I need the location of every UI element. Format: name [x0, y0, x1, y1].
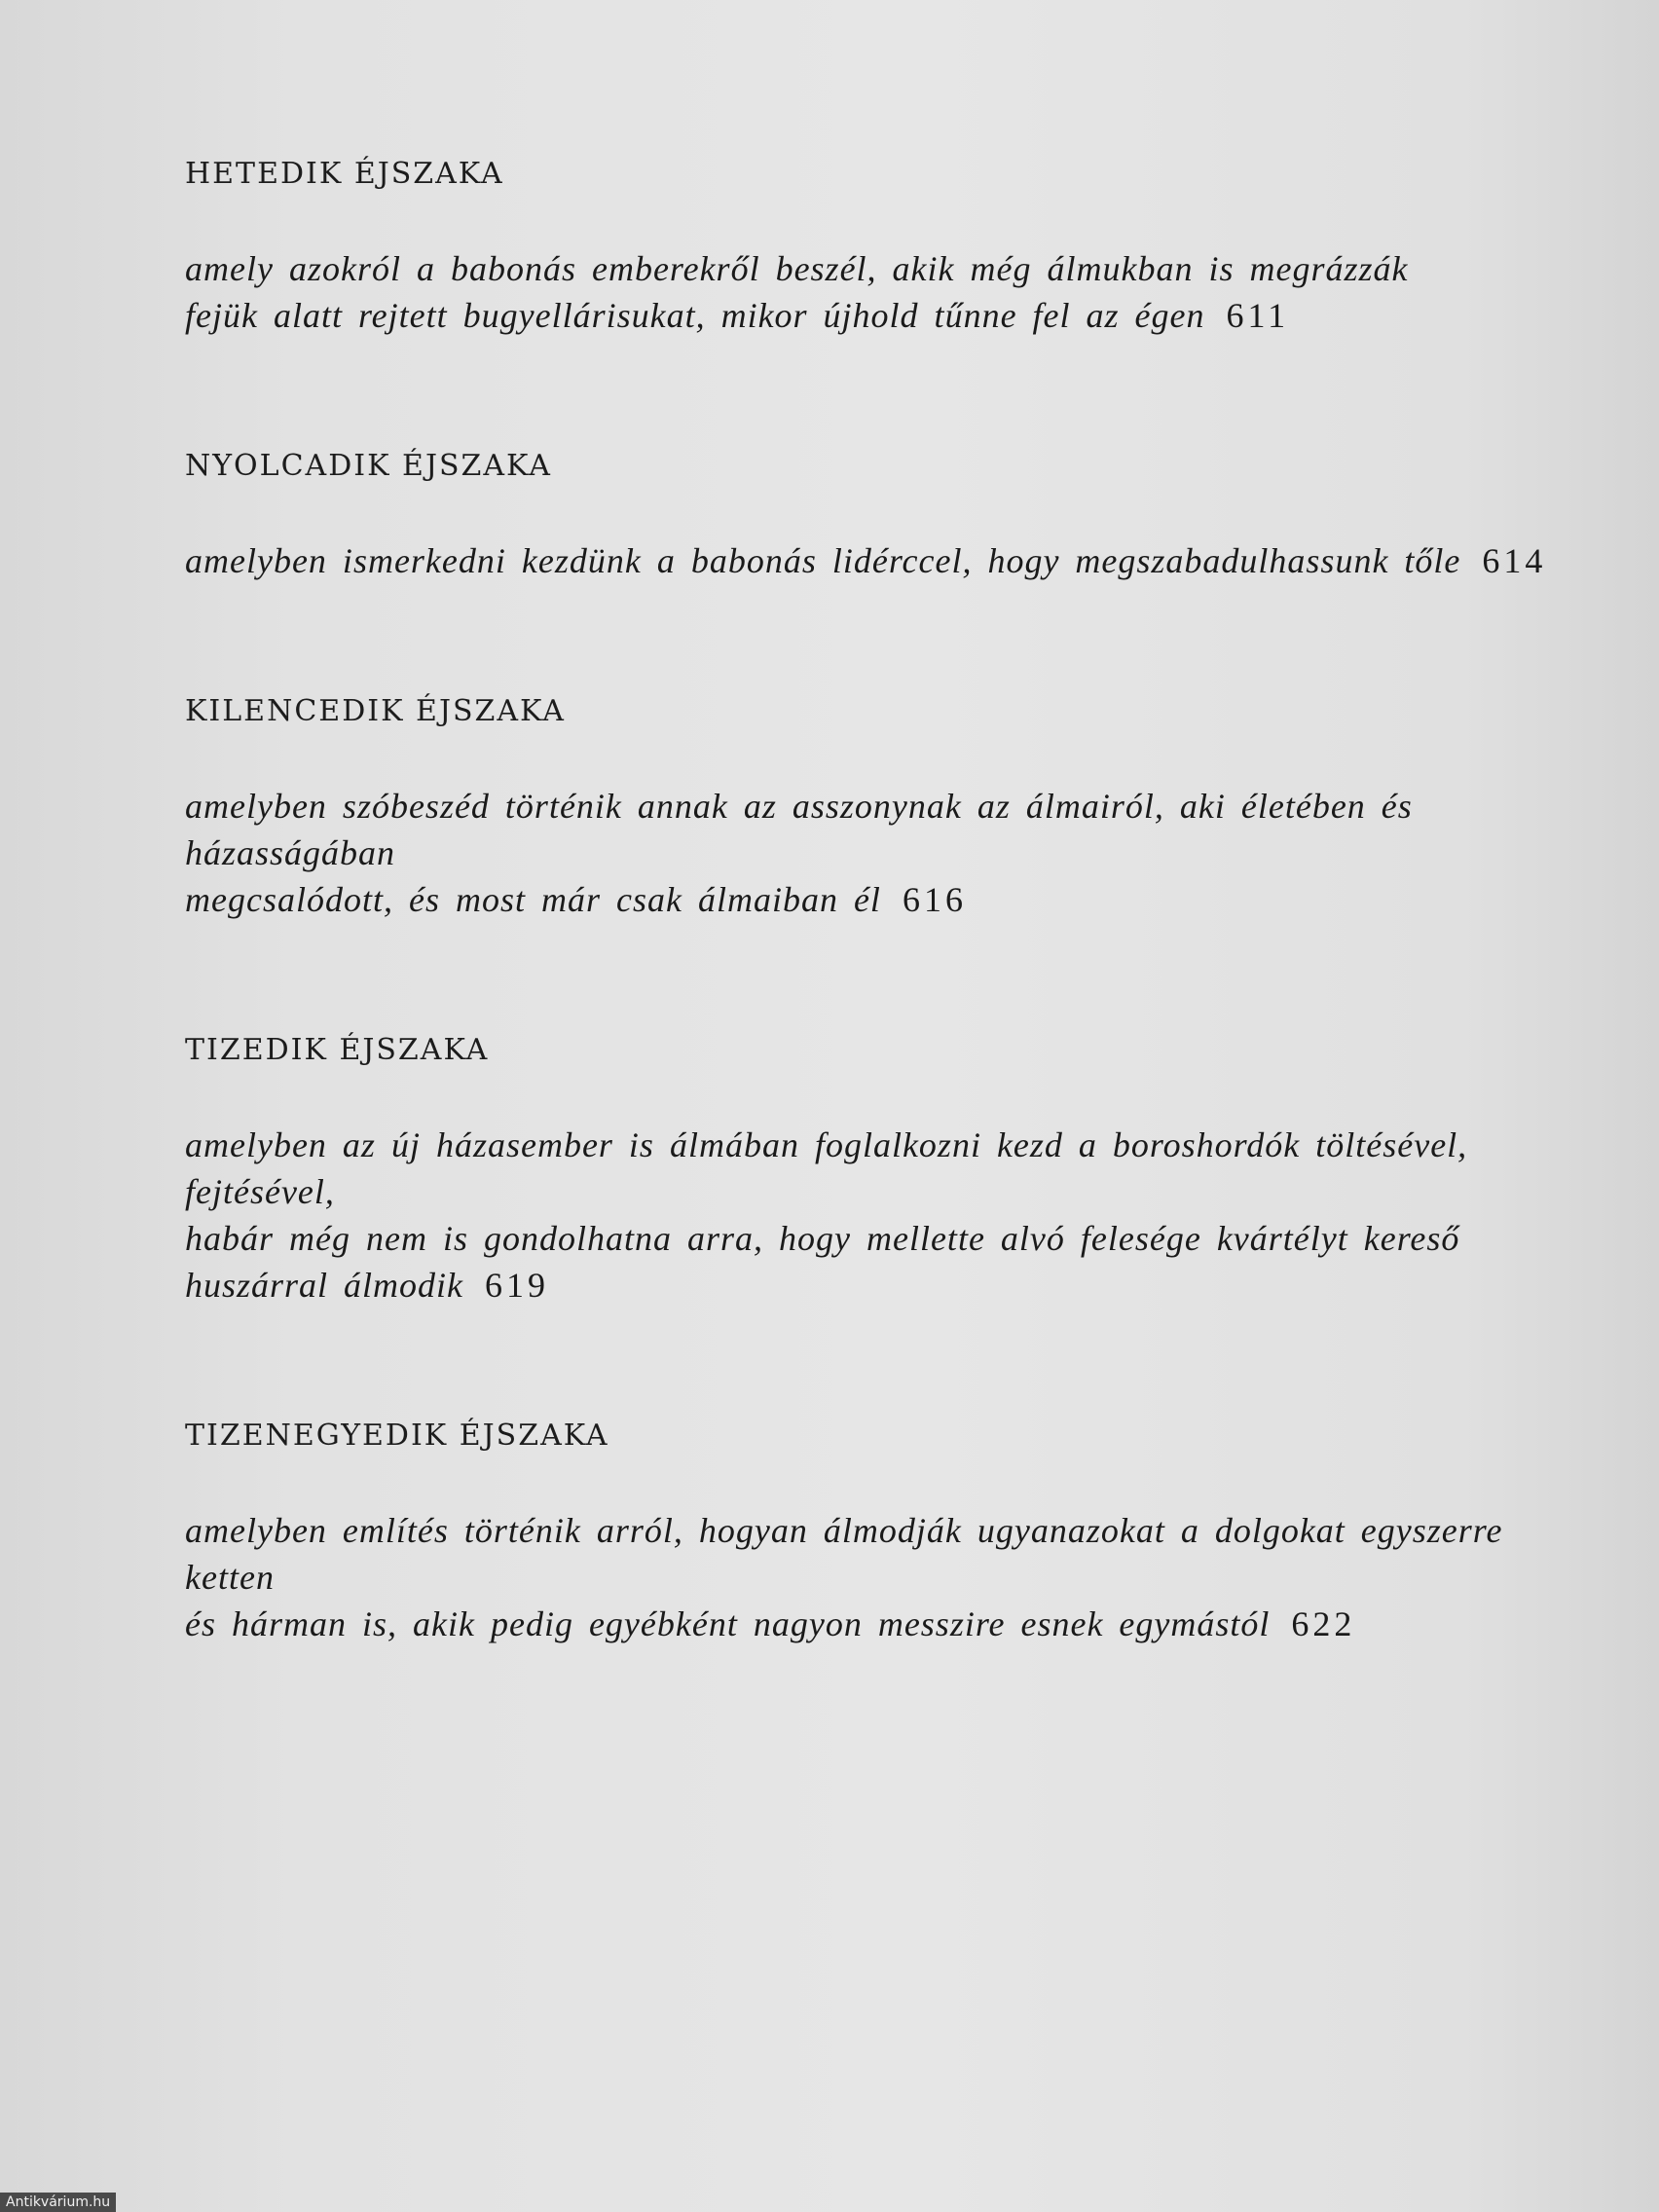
entry-page-number: 611	[1226, 296, 1290, 335]
entry-page-number: 614	[1482, 541, 1547, 580]
entry-heading: HETEDIK ÉJSZAKA	[185, 157, 504, 191]
entry-text: amely azokról a babonás emberekről beszél, akik még álmukban is megrázzák fejük alatt rejtett bugyellárisukat, mikor újhold tűnne fel az égen	[185, 249, 1409, 335]
entry-description	[185, 245, 1597, 339]
contents-entry-11	[185, 1416, 1597, 1647]
entry-text: amelyben ismerkedni kezdünk a babonás lidérccel, hogy megszabadulhassunk tőle	[185, 541, 1461, 580]
entry-description	[185, 783, 1597, 923]
entry-heading: NYOLCADIK ÉJSZAKA	[185, 449, 552, 483]
watermark-label: Antikvárium.hu	[0, 2193, 116, 2212]
entry-description	[185, 537, 1597, 584]
entry-page-number: 622	[1291, 1604, 1356, 1643]
contents-entry-9	[185, 691, 1597, 923]
entry-text: amelyben az új házasember is álmában foglalkozni kezd a boroshordók töltésével, fejtésével, habár még nem is gondolhatna arra, hogy mellette alvó felesége kvártélyt kereső huszárral álmodik	[185, 1125, 1468, 1305]
contents-list	[185, 154, 1597, 1647]
entry-heading: TIZENEGYEDIK ÉJSZAKA	[185, 1419, 609, 1453]
contents-entry-10	[185, 1030, 1597, 1309]
entry-heading: KILENCEDIK ÉJSZAKA	[185, 694, 566, 728]
entry-page-number: 619	[485, 1266, 550, 1305]
entry-description	[185, 1507, 1597, 1647]
contents-entry-7	[185, 154, 1597, 339]
entry-text: amelyben szóbeszéd történik annak az asszonynak az álmairól, aki életében és házasságában megcsalódott, és most már csak álmaiban él	[185, 787, 1413, 919]
entry-description	[185, 1122, 1597, 1309]
contents-entry-8	[185, 446, 1597, 584]
entry-text: amelyben említés történik arról, hogyan álmodják ugyanazokat a dolgokat egyszerre ketten és hárman is, akik pedig egyébként nagyon messzire esnek egymástól	[185, 1511, 1503, 1643]
entry-heading: TIZEDIK ÉJSZAKA	[185, 1033, 490, 1067]
entry-page-number: 616	[902, 880, 967, 919]
